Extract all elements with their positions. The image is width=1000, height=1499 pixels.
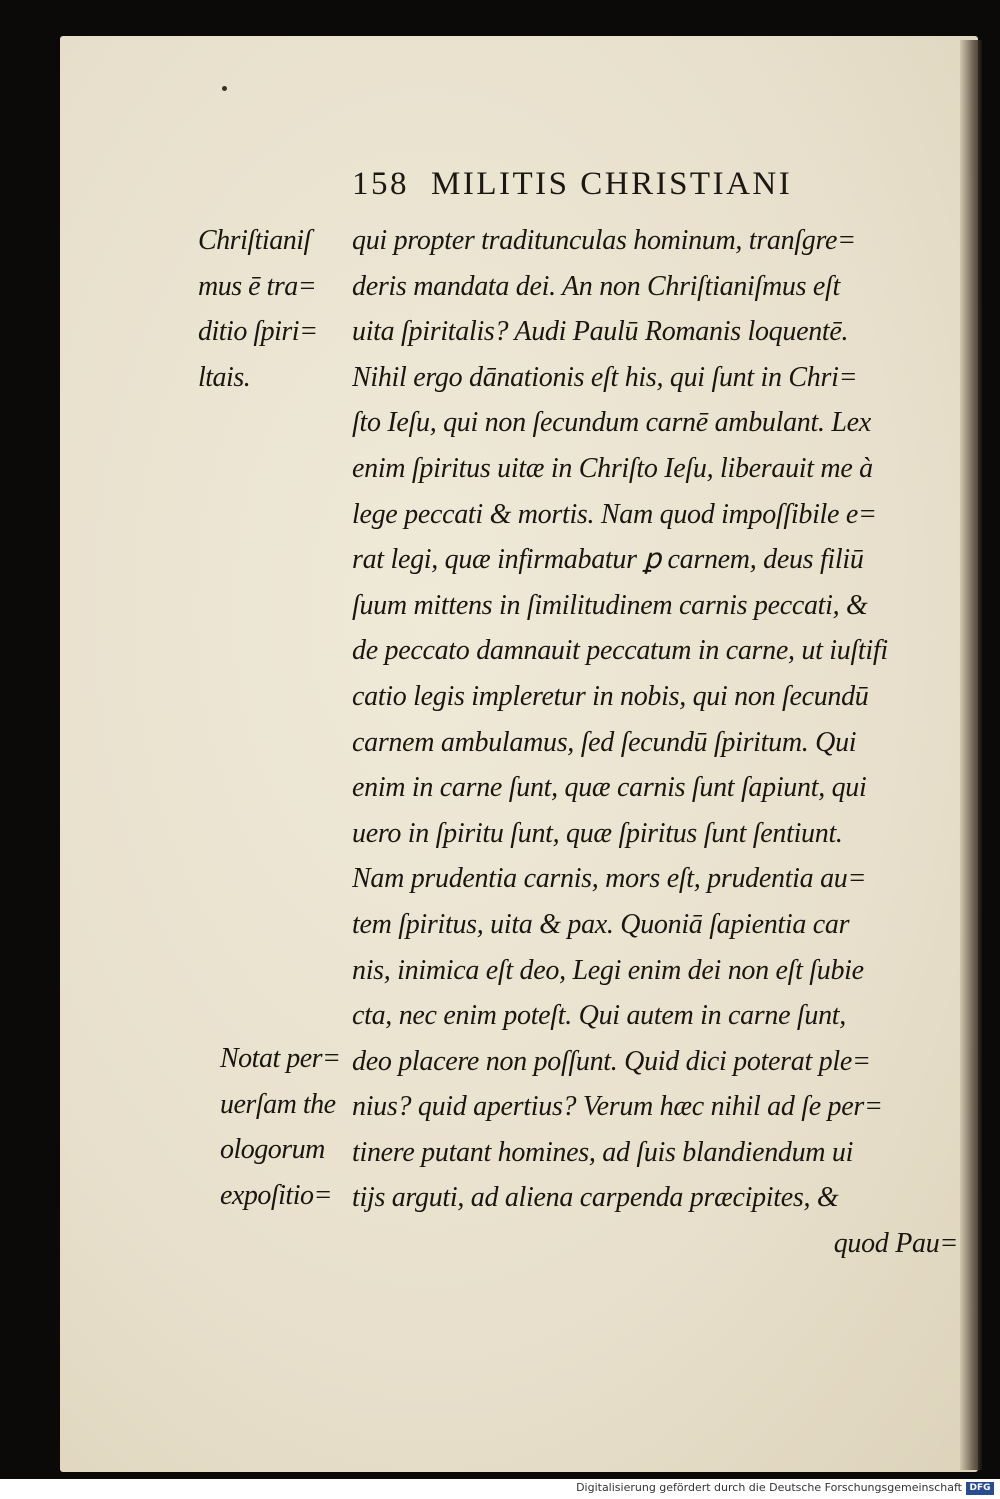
- text-line: enim ſpiritus uitæ in Chriſto Ieſu, liberauit me à: [352, 452, 873, 484]
- marginal-note-line: expoſitio=: [220, 1179, 332, 1211]
- marginal-note-line: uerſam the: [220, 1088, 336, 1120]
- text-line: catio legis impleretur in nobis, qui non ſecundū: [352, 680, 869, 712]
- text-line: carnem ambulamus, ſed ſecundū ſpiritum. Qui: [352, 726, 857, 758]
- text-line: tinere putant homines, ad ſuis blandiendum ui: [352, 1136, 854, 1168]
- text-line: de peccato damnauit peccatum in carne, ut iuſtifi: [352, 635, 888, 667]
- text-line: Nihil ergo dānationis eſt his, qui ſunt in Chri=: [352, 361, 858, 393]
- marginal-note-line: ditio ſpiri=: [198, 316, 318, 348]
- text-line: enim in carne ſunt, quæ carnis ſunt ſapiunt, qui: [352, 772, 867, 804]
- body-text: [352, 218, 960, 1267]
- marginal-note-line: ltais.: [198, 361, 251, 393]
- text-line: ſuum mittens in ſimilitudinem carnis peccati, &: [352, 589, 868, 621]
- dfg-logo[interactable]: DFG: [966, 1482, 994, 1495]
- text-line: tem ſpiritus, uita & pax. Quoniā ſapientia car: [352, 908, 850, 940]
- marginal-note-christianismus: [198, 218, 317, 400]
- text-line: rat legi, quæ infirmabatur ꝑ carnem, deus filiū: [352, 544, 864, 576]
- digitization-footer: [0, 1479, 1000, 1499]
- marginal-note-line: Chriſtianiſ: [198, 225, 311, 256]
- running-title: MILITIS CHRISTIANI: [431, 166, 793, 202]
- page-number: 158: [352, 166, 409, 202]
- text-line: ſto Ieſu, qui non ſecundum carnē ambulant. Lex: [352, 407, 871, 439]
- text-line: cta, nec enim poteſt. Qui autem in carne ſunt,: [352, 1000, 846, 1032]
- marginal-note-line: Notat per=: [220, 1043, 341, 1074]
- text-line: tijs arguti, ad aliena carpenda præcipites, &: [352, 1182, 839, 1214]
- marginal-note-line: ologorum: [220, 1134, 325, 1166]
- text-line: Nam prudentia carnis, mors eſt, prudentia au=: [352, 863, 867, 895]
- text-line: deo placere non poſſunt. Quid dici poterat ple=: [352, 1045, 871, 1077]
- ink-speck: [222, 86, 227, 91]
- text-line: nis, inimica eſt deo, Legi enim dei non eſt ſubie: [352, 954, 864, 986]
- running-head: [352, 166, 952, 210]
- catchword: quod Pau=: [833, 1228, 958, 1260]
- marginal-note-line: mus ē tra=: [198, 270, 317, 302]
- marginal-note-notat: [220, 1036, 340, 1218]
- text-line: nius? quid apertius? Verum hæc nihil ad ſe per=: [352, 1091, 883, 1123]
- text-line: uero in ſpiritu ſunt, quæ ſpiritus ſunt ſentiunt.: [352, 817, 843, 849]
- funding-notice: Digitalisierung gefördert durch die Deutsche Forschungsgemeinschaft: [576, 1481, 962, 1494]
- text-line: lege peccati & mortis. Nam quod impoſſibile e=: [352, 498, 877, 530]
- page-edge-shadow: [960, 40, 982, 1470]
- text-line: qui propter traditunculas hominum, tranſgre=: [352, 225, 856, 256]
- text-line: deris mandata dei. An non Chriſtianiſmus eſt: [352, 270, 840, 302]
- text-line: uita ſpiritalis? Audi Paulū Romanis loquentē.: [352, 316, 849, 348]
